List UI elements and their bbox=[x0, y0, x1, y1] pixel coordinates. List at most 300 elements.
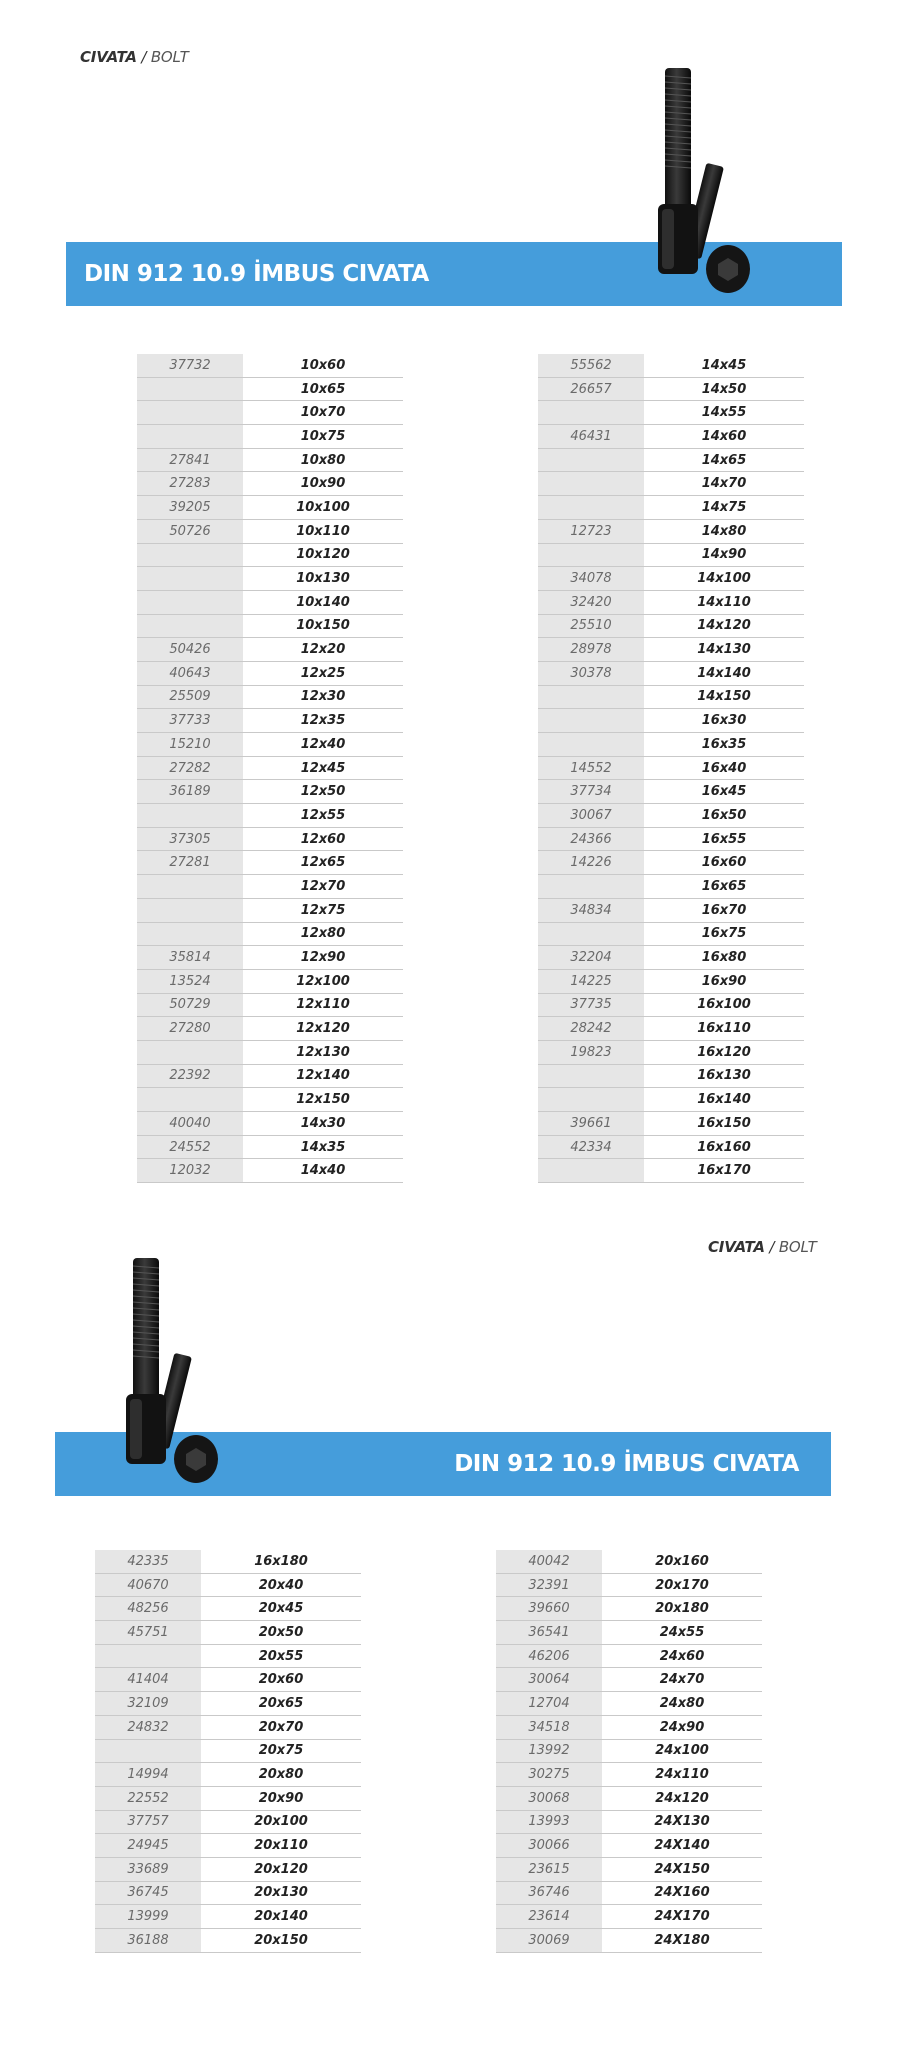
product-code-cell: 39205 bbox=[137, 496, 243, 519]
table-row bbox=[496, 1905, 762, 1929]
size-cell: 14x35 bbox=[300, 1139, 346, 1155]
table-row bbox=[137, 1065, 403, 1089]
size-cell: 12x90 bbox=[300, 950, 346, 966]
table-row bbox=[496, 1929, 762, 1953]
product-code-cell: 42335 bbox=[95, 1550, 201, 1573]
product-code-cell: 40643 bbox=[137, 662, 243, 685]
table-row bbox=[95, 1740, 361, 1764]
section-label-2 bbox=[708, 1238, 817, 1256]
size-cell: 12x35 bbox=[300, 713, 346, 729]
size-cell: 12x75 bbox=[300, 902, 346, 918]
table-row bbox=[538, 567, 804, 591]
size-cell: 16x35 bbox=[701, 736, 747, 752]
size-cell: 14x150 bbox=[697, 689, 751, 705]
product-code-cell: 36746 bbox=[496, 1882, 602, 1905]
section-label-separator: / bbox=[136, 48, 151, 66]
size-cell: 10x150 bbox=[296, 618, 350, 634]
table-row bbox=[538, 496, 804, 520]
product-code-cell bbox=[538, 472, 644, 495]
table-row bbox=[538, 1159, 804, 1183]
size-cell: 24X170 bbox=[654, 1909, 710, 1925]
table-row bbox=[137, 591, 403, 615]
size-cell: 20x40 bbox=[258, 1577, 304, 1593]
banner-title: DIN 912 10.9 İMBUS CIVATA bbox=[454, 1451, 799, 1477]
size-cell: 20x140 bbox=[254, 1909, 308, 1925]
table-row bbox=[95, 1597, 361, 1621]
section-label-1 bbox=[80, 48, 189, 66]
table-row bbox=[538, 615, 804, 639]
product-code-cell bbox=[137, 425, 243, 448]
size-cell: 24x60 bbox=[659, 1648, 705, 1664]
table-row bbox=[538, 1041, 804, 1065]
size-cell: 20x170 bbox=[655, 1577, 709, 1593]
table-row bbox=[496, 1811, 762, 1835]
table-row bbox=[137, 946, 403, 970]
table-1-left bbox=[137, 354, 403, 1183]
table-row bbox=[538, 994, 804, 1018]
size-cell: 12x65 bbox=[300, 855, 346, 871]
product-code-cell: 36188 bbox=[95, 1929, 201, 1952]
product-code-cell: 15210 bbox=[137, 733, 243, 756]
table-row bbox=[137, 875, 403, 899]
product-code-cell bbox=[137, 567, 243, 590]
banner-title: DIN 912 10.9 İMBUS CIVATA bbox=[84, 261, 429, 287]
size-cell: 16x75 bbox=[701, 926, 747, 942]
size-cell: 14x45 bbox=[701, 357, 747, 373]
product-code-cell: 14552 bbox=[538, 757, 644, 780]
table-row bbox=[137, 567, 403, 591]
product-code-cell: 13524 bbox=[137, 970, 243, 993]
size-cell: 20x120 bbox=[254, 1861, 308, 1877]
size-cell: 12x130 bbox=[296, 1044, 350, 1060]
product-code-cell bbox=[137, 923, 243, 946]
size-cell: 12x150 bbox=[296, 1092, 350, 1108]
size-cell: 16x40 bbox=[701, 760, 747, 776]
table-row bbox=[538, 709, 804, 733]
table-row bbox=[538, 378, 804, 402]
table-1-right bbox=[538, 354, 804, 1183]
table-row bbox=[137, 662, 403, 686]
size-cell: 16x50 bbox=[701, 807, 747, 823]
product-code-cell bbox=[137, 615, 243, 638]
product-code-cell: 50729 bbox=[137, 994, 243, 1017]
section-label-light: BOLT bbox=[150, 48, 189, 66]
size-cell: 16x180 bbox=[254, 1553, 308, 1569]
product-code-cell: 40670 bbox=[95, 1574, 201, 1597]
bolt-image-1 bbox=[650, 64, 760, 300]
size-cell: 24x80 bbox=[659, 1695, 705, 1711]
product-code-cell: 55562 bbox=[538, 354, 644, 377]
section-label-light: BOLT bbox=[778, 1238, 817, 1256]
product-code-cell bbox=[538, 875, 644, 898]
table-row bbox=[137, 1017, 403, 1041]
size-cell: 14x40 bbox=[300, 1163, 346, 1179]
table-row bbox=[496, 1597, 762, 1621]
product-code-cell: 41404 bbox=[95, 1668, 201, 1691]
product-code-cell bbox=[538, 1065, 644, 1088]
table-row bbox=[137, 378, 403, 402]
product-code-cell: 12032 bbox=[137, 1159, 243, 1182]
product-code-cell: 24552 bbox=[137, 1136, 243, 1159]
product-code-cell: 37735 bbox=[538, 994, 644, 1017]
table-row bbox=[538, 1088, 804, 1112]
size-cell: 10x90 bbox=[300, 476, 346, 492]
size-cell: 16x140 bbox=[697, 1092, 751, 1108]
product-code-cell: 25510 bbox=[538, 615, 644, 638]
size-cell: 12x50 bbox=[300, 784, 346, 800]
table-row bbox=[95, 1668, 361, 1692]
size-cell: 20x130 bbox=[254, 1885, 308, 1901]
product-code-cell bbox=[137, 1088, 243, 1111]
product-code-cell bbox=[538, 544, 644, 567]
size-cell: 10x80 bbox=[300, 452, 346, 468]
table-row bbox=[95, 1716, 361, 1740]
size-cell: 10x65 bbox=[300, 381, 346, 397]
table-row bbox=[95, 1811, 361, 1835]
size-cell: 16x65 bbox=[701, 878, 747, 894]
product-code-cell: 22392 bbox=[137, 1065, 243, 1088]
section-label-separator: / bbox=[764, 1238, 779, 1256]
size-cell: 20x160 bbox=[655, 1553, 709, 1569]
table-row bbox=[538, 733, 804, 757]
product-code-cell: 30069 bbox=[496, 1929, 602, 1952]
size-cell: 20x70 bbox=[258, 1719, 304, 1735]
size-cell: 12x40 bbox=[300, 736, 346, 752]
size-cell: 16x150 bbox=[697, 1115, 751, 1131]
table-row bbox=[496, 1834, 762, 1858]
size-cell: 24x110 bbox=[655, 1767, 709, 1783]
size-cell: 20x60 bbox=[258, 1672, 304, 1688]
product-code-cell: 27283 bbox=[137, 472, 243, 495]
table-row bbox=[496, 1763, 762, 1787]
product-code-cell: 40042 bbox=[496, 1550, 602, 1573]
product-code-cell bbox=[137, 899, 243, 922]
table-row bbox=[137, 686, 403, 710]
table-row bbox=[95, 1621, 361, 1645]
product-code-cell: 32420 bbox=[538, 591, 644, 614]
size-cell: 16x170 bbox=[697, 1163, 751, 1179]
size-cell: 14x90 bbox=[701, 547, 747, 563]
table-row bbox=[538, 828, 804, 852]
product-code-cell: 19823 bbox=[538, 1041, 644, 1064]
size-cell: 20x65 bbox=[258, 1695, 304, 1711]
table-row bbox=[496, 1550, 762, 1574]
product-code-cell: 30066 bbox=[496, 1834, 602, 1857]
size-cell: 12x110 bbox=[296, 997, 350, 1013]
product-code-cell: 27280 bbox=[137, 1017, 243, 1040]
size-cell: 10x120 bbox=[296, 547, 350, 563]
product-code-cell: 12704 bbox=[496, 1692, 602, 1715]
table-row bbox=[538, 804, 804, 828]
table-row bbox=[137, 757, 403, 781]
product-code-cell: 33689 bbox=[95, 1858, 201, 1881]
size-cell: 14x50 bbox=[701, 381, 747, 397]
size-cell: 14x55 bbox=[701, 405, 747, 421]
table-row bbox=[496, 1716, 762, 1740]
table-row bbox=[538, 591, 804, 615]
table-row bbox=[538, 1017, 804, 1041]
table-row bbox=[137, 709, 403, 733]
product-code-cell: 34518 bbox=[496, 1716, 602, 1739]
product-code-cell: 13992 bbox=[496, 1740, 602, 1763]
table-row bbox=[137, 544, 403, 568]
product-code-cell: 30068 bbox=[496, 1787, 602, 1810]
size-cell: 16x110 bbox=[697, 1021, 751, 1037]
table-row bbox=[137, 520, 403, 544]
product-code-cell bbox=[137, 591, 243, 614]
table-row bbox=[137, 923, 403, 947]
size-cell: 14x130 bbox=[697, 642, 751, 658]
product-code-cell: 36189 bbox=[137, 780, 243, 803]
table-row bbox=[538, 851, 804, 875]
size-cell: 12x120 bbox=[296, 1021, 350, 1037]
product-code-cell bbox=[137, 1041, 243, 1064]
product-code-cell: 24945 bbox=[95, 1834, 201, 1857]
product-code-cell: 35814 bbox=[137, 946, 243, 969]
product-code-cell: 37734 bbox=[538, 780, 644, 803]
product-code-cell: 14994 bbox=[95, 1763, 201, 1786]
size-cell: 16x130 bbox=[697, 1068, 751, 1084]
table-row bbox=[538, 638, 804, 662]
product-code-cell: 39661 bbox=[538, 1112, 644, 1135]
size-cell: 12x70 bbox=[300, 878, 346, 894]
product-code-cell bbox=[538, 401, 644, 424]
product-code-cell bbox=[538, 923, 644, 946]
size-cell: 16x120 bbox=[697, 1044, 751, 1060]
product-code-cell: 50726 bbox=[137, 520, 243, 543]
size-cell: 12x80 bbox=[300, 926, 346, 942]
table-row bbox=[538, 520, 804, 544]
product-code-cell: 13993 bbox=[496, 1811, 602, 1834]
product-code-cell: 37757 bbox=[95, 1811, 201, 1834]
size-cell: 24x120 bbox=[655, 1790, 709, 1806]
product-code-cell: 27841 bbox=[137, 449, 243, 472]
table-row bbox=[137, 615, 403, 639]
table-row bbox=[496, 1692, 762, 1716]
product-code-cell bbox=[538, 449, 644, 472]
table-2-left bbox=[95, 1550, 361, 1953]
size-cell: 16x45 bbox=[701, 784, 747, 800]
product-code-cell bbox=[538, 686, 644, 709]
size-cell: 12x140 bbox=[296, 1068, 350, 1084]
table-row bbox=[137, 994, 403, 1018]
size-cell: 12x20 bbox=[300, 642, 346, 658]
size-cell: 24x90 bbox=[659, 1719, 705, 1735]
product-code-cell: 39660 bbox=[496, 1597, 602, 1620]
section-label-bold: CIVATA bbox=[708, 1238, 765, 1256]
size-cell: 14x80 bbox=[701, 523, 747, 539]
table-row bbox=[95, 1645, 361, 1669]
product-code-cell bbox=[137, 401, 243, 424]
size-cell: 10x60 bbox=[300, 357, 346, 373]
product-code-cell bbox=[538, 709, 644, 732]
size-cell: 16x70 bbox=[701, 902, 747, 918]
size-cell: 12x25 bbox=[300, 665, 346, 681]
table-row bbox=[137, 804, 403, 828]
table-row bbox=[496, 1645, 762, 1669]
size-cell: 14x120 bbox=[697, 618, 751, 634]
table-row bbox=[538, 899, 804, 923]
size-cell: 20x80 bbox=[258, 1767, 304, 1783]
table-row bbox=[95, 1834, 361, 1858]
product-code-cell: 12723 bbox=[538, 520, 644, 543]
table-row bbox=[496, 1621, 762, 1645]
table-row bbox=[538, 970, 804, 994]
table-row bbox=[137, 638, 403, 662]
section-label-bold: CIVATA bbox=[80, 48, 137, 66]
product-code-cell: 14225 bbox=[538, 970, 644, 993]
table-row bbox=[137, 1041, 403, 1065]
size-cell: 16x90 bbox=[701, 973, 747, 989]
table-row bbox=[538, 757, 804, 781]
product-code-cell: 30378 bbox=[538, 662, 644, 685]
product-code-cell: 48256 bbox=[95, 1597, 201, 1620]
size-cell: 20x180 bbox=[655, 1601, 709, 1617]
table-row bbox=[496, 1858, 762, 1882]
product-code-cell bbox=[137, 378, 243, 401]
product-code-cell: 32391 bbox=[496, 1574, 602, 1597]
size-cell: 10x70 bbox=[300, 405, 346, 421]
table-row bbox=[538, 780, 804, 804]
size-cell: 14x75 bbox=[701, 499, 747, 515]
size-cell: 14x30 bbox=[300, 1115, 346, 1131]
table-row bbox=[137, 472, 403, 496]
product-code-cell bbox=[538, 1088, 644, 1111]
table-row bbox=[137, 496, 403, 520]
table-row bbox=[538, 472, 804, 496]
table-row bbox=[538, 544, 804, 568]
product-code-cell bbox=[95, 1645, 201, 1668]
size-cell: 16x30 bbox=[701, 713, 747, 729]
table-row bbox=[137, 1136, 403, 1160]
product-code-cell: 14226 bbox=[538, 851, 644, 874]
size-cell: 24x55 bbox=[659, 1624, 705, 1640]
table-row bbox=[496, 1882, 762, 1906]
product-code-cell bbox=[538, 733, 644, 756]
product-code-cell: 23614 bbox=[496, 1905, 602, 1928]
size-cell: 16x55 bbox=[701, 831, 747, 847]
size-cell: 20x110 bbox=[254, 1838, 308, 1854]
table-row bbox=[538, 401, 804, 425]
product-code-cell: 30275 bbox=[496, 1763, 602, 1786]
product-code-cell: 13999 bbox=[95, 1905, 201, 1928]
table-row bbox=[538, 425, 804, 449]
product-code-cell: 22552 bbox=[95, 1787, 201, 1810]
table-row bbox=[538, 686, 804, 710]
table-row bbox=[137, 733, 403, 757]
product-code-cell: 32204 bbox=[538, 946, 644, 969]
size-cell: 14x70 bbox=[701, 476, 747, 492]
table-row bbox=[496, 1740, 762, 1764]
product-code-cell: 46206 bbox=[496, 1645, 602, 1668]
bolt-image-2 bbox=[118, 1254, 228, 1490]
table-row bbox=[538, 1065, 804, 1089]
product-code-cell: 37733 bbox=[137, 709, 243, 732]
product-code-cell bbox=[137, 875, 243, 898]
size-cell: 20x50 bbox=[258, 1624, 304, 1640]
table-row bbox=[496, 1668, 762, 1692]
table-row bbox=[538, 923, 804, 947]
product-code-cell: 36541 bbox=[496, 1621, 602, 1644]
table-row bbox=[137, 1088, 403, 1112]
table-row bbox=[95, 1929, 361, 1953]
table-row bbox=[137, 425, 403, 449]
size-cell: 20x55 bbox=[258, 1648, 304, 1664]
product-code-cell: 23615 bbox=[496, 1858, 602, 1881]
size-cell: 10x130 bbox=[296, 571, 350, 587]
size-cell: 12x60 bbox=[300, 831, 346, 847]
product-code-cell: 37305 bbox=[137, 828, 243, 851]
table-row bbox=[95, 1574, 361, 1598]
table-row bbox=[137, 1159, 403, 1183]
size-cell: 24X130 bbox=[654, 1814, 710, 1830]
size-cell: 20x100 bbox=[254, 1814, 308, 1830]
product-code-cell: 46431 bbox=[538, 425, 644, 448]
size-cell: 16x80 bbox=[701, 950, 747, 966]
size-cell: 16x60 bbox=[701, 855, 747, 871]
product-code-cell: 30064 bbox=[496, 1668, 602, 1691]
size-cell: 14x140 bbox=[697, 665, 751, 681]
table-row bbox=[137, 780, 403, 804]
table-row bbox=[137, 1112, 403, 1136]
table-row bbox=[137, 354, 403, 378]
table-row bbox=[538, 1136, 804, 1160]
size-cell: 10x110 bbox=[296, 523, 350, 539]
size-cell: 10x75 bbox=[300, 428, 346, 444]
size-cell: 24x70 bbox=[659, 1672, 705, 1688]
size-cell: 10x140 bbox=[296, 594, 350, 610]
size-cell: 24X140 bbox=[654, 1838, 710, 1854]
product-code-cell: 26657 bbox=[538, 378, 644, 401]
table-row bbox=[95, 1905, 361, 1929]
product-code-cell: 30067 bbox=[538, 804, 644, 827]
size-cell: 16x160 bbox=[697, 1139, 751, 1155]
size-cell: 10x100 bbox=[296, 499, 350, 515]
size-cell: 14x65 bbox=[701, 452, 747, 468]
table-row bbox=[137, 449, 403, 473]
size-cell: 20x75 bbox=[258, 1743, 304, 1759]
product-code-cell bbox=[538, 496, 644, 519]
size-cell: 20x150 bbox=[254, 1932, 308, 1948]
size-cell: 14x60 bbox=[701, 428, 747, 444]
size-cell: 12x55 bbox=[300, 807, 346, 823]
product-code-cell: 28242 bbox=[538, 1017, 644, 1040]
table-row bbox=[137, 828, 403, 852]
table-2-right bbox=[496, 1550, 762, 1953]
table-row bbox=[538, 1112, 804, 1136]
product-code-cell: 34834 bbox=[538, 899, 644, 922]
table-row bbox=[538, 875, 804, 899]
table-row bbox=[538, 449, 804, 473]
table-row bbox=[95, 1763, 361, 1787]
table-row bbox=[95, 1550, 361, 1574]
size-cell: 24X150 bbox=[654, 1861, 710, 1877]
product-code-cell bbox=[137, 544, 243, 567]
table-row bbox=[538, 354, 804, 378]
product-code-cell: 45751 bbox=[95, 1621, 201, 1644]
size-cell: 20x90 bbox=[258, 1790, 304, 1806]
table-row bbox=[95, 1787, 361, 1811]
product-code-cell bbox=[95, 1740, 201, 1763]
table-row bbox=[137, 401, 403, 425]
size-cell: 14x110 bbox=[697, 594, 751, 610]
table-row bbox=[137, 851, 403, 875]
table-row bbox=[137, 899, 403, 923]
table-row bbox=[538, 946, 804, 970]
product-code-cell: 24832 bbox=[95, 1716, 201, 1739]
product-code-cell: 42334 bbox=[538, 1136, 644, 1159]
size-cell: 12x45 bbox=[300, 760, 346, 776]
